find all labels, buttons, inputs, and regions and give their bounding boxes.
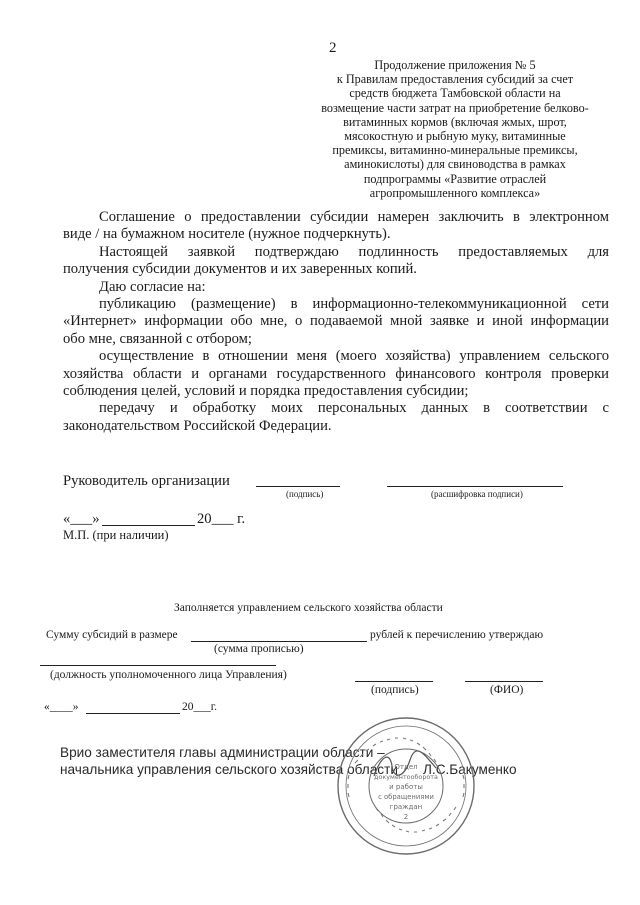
paragraph-line: передачу и обработку моих персональных данных в соответствии с [99,400,609,417]
paragraph-line: обо мне, связанной с отбором; [63,330,252,347]
amount-tail: рублей к перечислению утверждаю [370,629,544,641]
fio-caption: (ФИО) [490,684,524,696]
header-line: аминокислоты) для свиноводства в рамках [344,157,566,172]
stamp-text-2: документооборота [374,773,438,781]
date-month-line[interactable] [102,525,195,526]
stamp-text-1: Отдел [394,763,418,771]
stamp-place: М.П. (при наличии) [63,528,169,542]
form-title: Заполняется управлением сельского хозяйства области [174,602,443,614]
sum-words-caption: (сумма прописью) [214,643,304,655]
header-line: витаминных кормов (включая жмых, шрот, [343,114,567,129]
form-signature-caption: (подпись) [371,684,419,696]
date-year: 20___ г. [197,511,246,527]
amount-line[interactable] [191,641,367,642]
page-number: 2 [329,40,337,56]
paragraph-line: законодательством Российской Федерации. [63,417,332,434]
paragraph-line: соблюдения целей, условий и порядка предоставления субсидии; [63,383,469,400]
header-line: возмещение части затрат на приобретение белково- [321,100,589,115]
header-line: к Правилам предоставления субсидий за счет [336,72,574,87]
handwritten-signature-icon [370,748,440,784]
paragraph-line: осуществление в отношении меня (моего хозяйства) управлением сельского [99,348,609,365]
date-day: «___» [63,511,100,527]
body-text [63,209,609,435]
header-line: Продолжение приложения № 5 [374,58,536,72]
stamp-number: 2 [403,813,409,821]
signature-line[interactable] [256,486,340,487]
stamp-text-5: граждан [389,803,423,811]
header-line: подпрограммы «Развитие отраслей [363,171,547,186]
signoff-name: Л.С.Бакуменко [423,762,517,777]
form-date-month-line[interactable] [86,713,180,714]
form-date-day: «____» [44,701,79,713]
form-signature-line[interactable] [355,681,433,682]
form-date-year: 20___г. [182,701,218,713]
position-caption: (должность уполномоченного лица Управления) [50,669,287,681]
fio-line[interactable] [465,681,543,682]
paragraph-line: виде / на бумажном носителе (нужное подчеркнуть). [63,226,391,243]
paragraph-line: Соглашение о предоставлении субсидии намерен заключить в электронном [99,209,609,225]
paragraph-line: хозяйства области и органами государственного финансового контроля проверки [63,365,609,382]
header-line: мясокостную и рыбную муку, витаминные [344,129,566,144]
stamp-text-4: с обращениями [378,793,434,801]
header-line: агропромышленного комплекса» [369,185,541,200]
position-line[interactable] [40,665,276,666]
signature-caption: (подпись) [286,489,324,499]
appendix-header [300,58,610,200]
paragraph-line: получения субсидии документов и их заверенных копий. [63,261,417,278]
amount-label: Сумму субсидий в размере [46,629,178,641]
header-line: премиксы, витаминно-минеральные премиксы, [332,143,578,158]
paragraph-line: публикацию (размещение) в информационно-телекоммуникационной сети [99,296,609,313]
round-stamp-icon [335,715,477,857]
paragraph-line: «Интернет» информации обо мне, о подаваемой мной заявке и иной информации [63,313,609,330]
stamp-text-3: и работы [389,783,423,791]
name-decode-caption: (расшифровка подписи) [431,489,523,499]
paragraph-line: Настоящей заявкой подтверждаю подлинность предоставляемых для [99,243,609,260]
header-line: средств бюджета Тамбовской области на [349,86,561,101]
signoff-position-1: Врио заместителя главы администрации области – [60,745,385,760]
name-decode-line[interactable] [387,486,563,487]
signoff-position-2: начальника управления сельского хозяйства области [60,762,398,777]
paragraph-line: Даю согласие на: [99,278,206,295]
head-label: Руководитель организации [63,473,230,489]
